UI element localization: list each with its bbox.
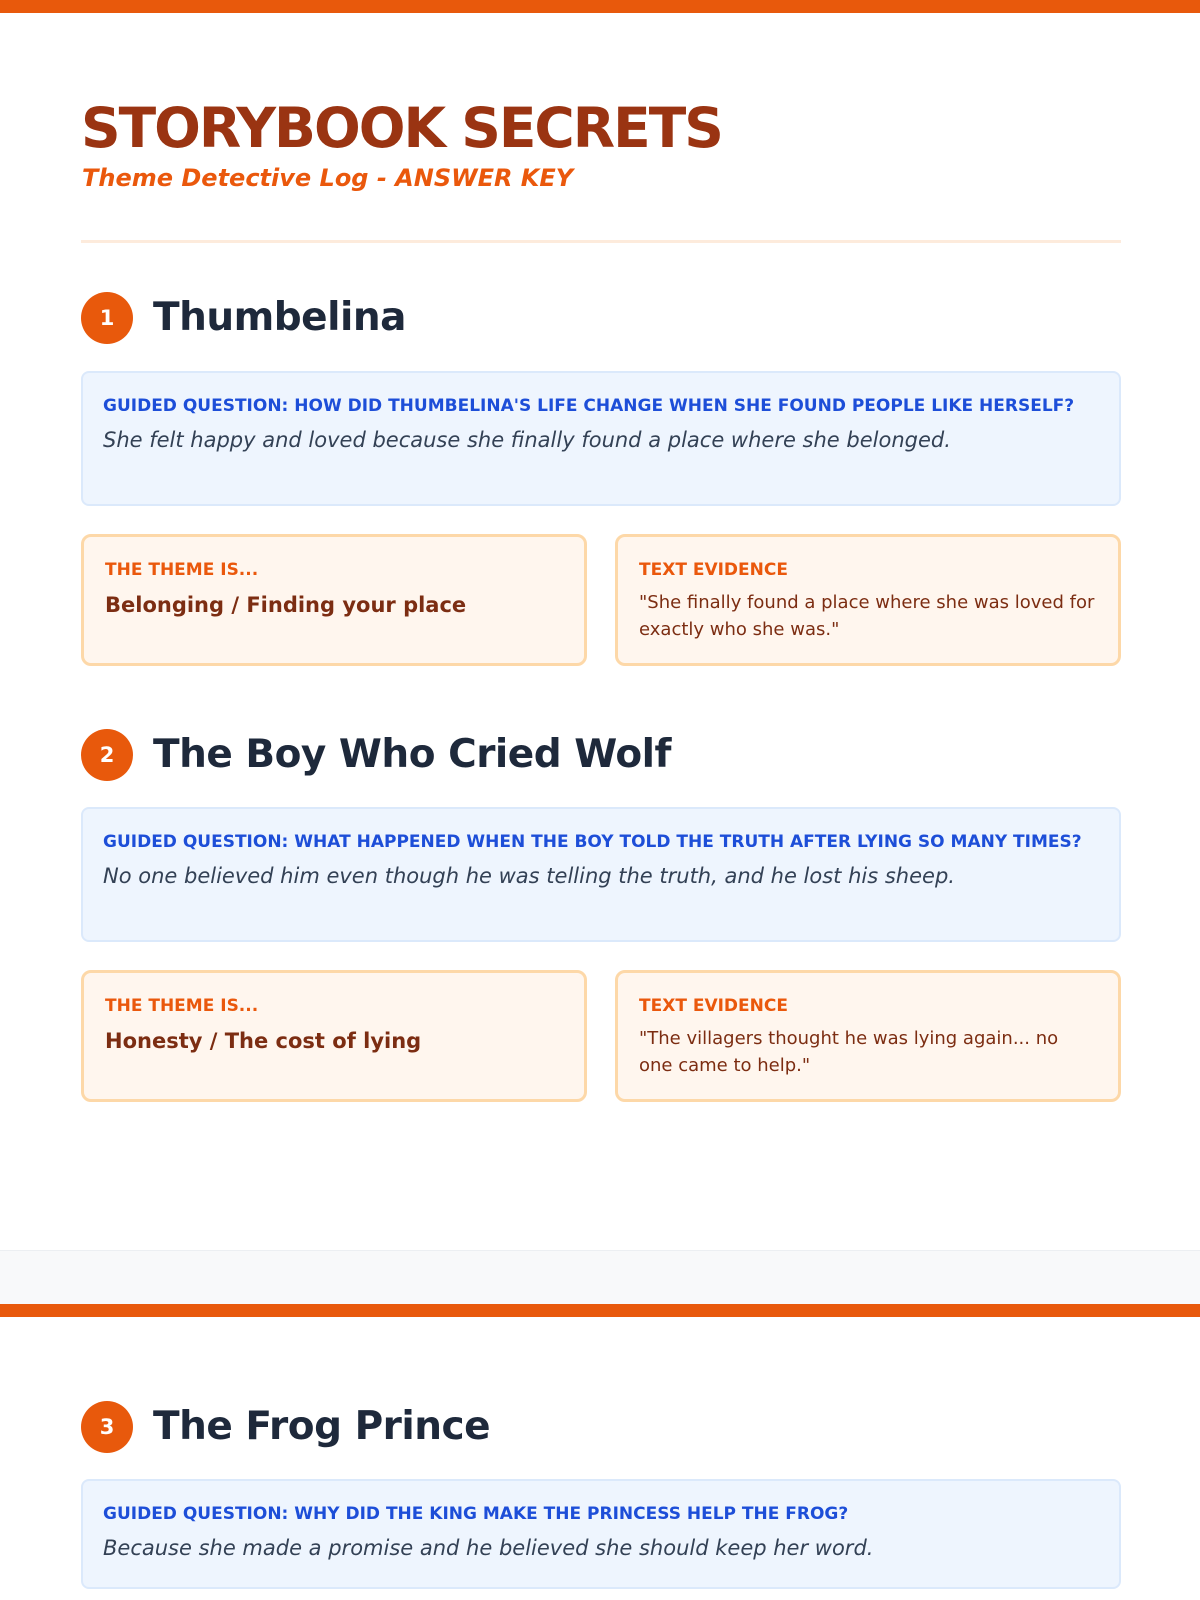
story-number-badge: 1 — [81, 292, 133, 344]
evidence-label: TEXT EVIDENCE — [639, 996, 788, 1016]
page-break — [0, 1250, 1200, 1304]
story-section-boy-who-cried-wolf — [81, 727, 1121, 1076]
guided-question-answer: She felt happy and loved because she finally found a place where she belonged. — [103, 428, 951, 452]
top-accent-bar — [0, 0, 1200, 13]
story-title: Thumbelina — [153, 295, 406, 340]
story-title: The Boy Who Cried Wolf — [153, 732, 671, 777]
guided-question-box — [81, 1479, 1121, 1589]
evidence-label: TEXT EVIDENCE — [639, 560, 788, 580]
theme-card — [81, 970, 587, 1102]
page-subtitle: Theme Detective Log - ANSWER KEY — [82, 164, 574, 192]
theme-answer: Belonging / Finding your place — [105, 593, 467, 617]
top-accent-bar — [0, 1304, 1200, 1317]
evidence-quote: "The villagers thought he was lying again... no one came to help." — [639, 1028, 1059, 1076]
theme-answer: Honesty / The cost of lying — [105, 1029, 422, 1053]
theme-label: THE THEME IS... — [105, 560, 259, 580]
guided-question-label: GUIDED QUESTION: WHAT HAPPENED WHEN THE BOY TOLD THE TRUTH AFTER LYING SO MANY TIMES? — [103, 832, 1082, 852]
guided-question-answer: Because she made a promise and he believed she should keep her word. — [103, 1536, 874, 1560]
story-number-badge: 3 — [81, 1401, 133, 1453]
page-title: STORYBOOK SECRETS — [81, 96, 722, 160]
worksheet-page-2 — [0, 1304, 1200, 1600]
story-title: The Frog Prince — [153, 1404, 491, 1449]
story-header — [81, 290, 1121, 346]
story-number-badge: 2 — [81, 729, 133, 781]
evidence-card — [615, 970, 1121, 1102]
evidence-card — [615, 534, 1121, 666]
story-section-thumbelina — [81, 290, 1121, 640]
guided-question-label: GUIDED QUESTION: WHY DID THE KING MAKE THE PRINCESS HELP THE FROG? — [103, 1504, 849, 1524]
header-divider — [81, 240, 1121, 243]
guided-question-box — [81, 807, 1121, 942]
guided-question-box — [81, 371, 1121, 506]
guided-question-answer: No one believed him even though he was telling the truth, and he lost his sheep. — [103, 864, 955, 888]
evidence-quote: "She finally found a place where she was loved for exactly who she was." — [639, 592, 1095, 640]
guided-question-label: GUIDED QUESTION: HOW DID THUMBELINA'S LIFE CHANGE WHEN SHE FOUND PEOPLE LIKE HERSELF? — [103, 396, 1075, 416]
story-header — [81, 1399, 1121, 1455]
theme-card — [81, 534, 587, 666]
story-header — [81, 727, 1121, 783]
story-section-frog-prince — [81, 1399, 1121, 1560]
theme-label: THE THEME IS... — [105, 996, 259, 1016]
